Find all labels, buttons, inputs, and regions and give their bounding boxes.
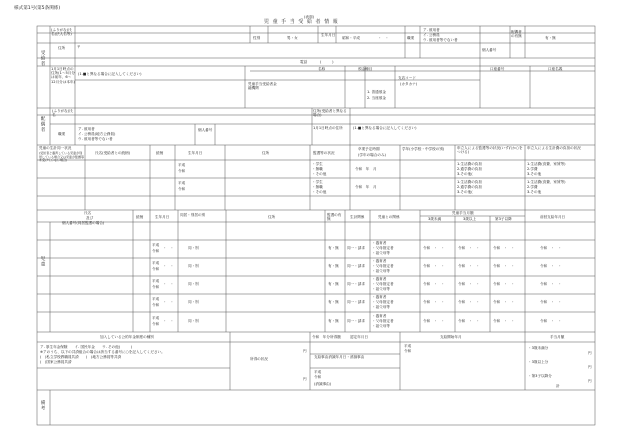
children-number-col: 個人番号(同居監護の場合): [62, 221, 105, 225]
amount-yen-2: 円: [588, 365, 592, 369]
payment-start-era-1[interactable]: 平成: [404, 344, 412, 348]
children-top-grad-sub: (学年の場合のみ): [358, 153, 386, 157]
amount-item-2: ・3歳以上分: [528, 360, 549, 364]
children-top-address-col: 住所: [262, 151, 270, 155]
spouse-section-label: 配偶者: [40, 116, 45, 133]
spouse-occupation-option-1[interactable]: ア. 被用者: [78, 127, 95, 131]
pension-options-1[interactable]: ア. 厚生年金保険 イ. 国民年金 ウ. その他( ): [40, 345, 133, 349]
remarks-label: 備考: [40, 400, 45, 412]
end-yen: 円: [303, 377, 307, 381]
children-birth-col: 生年月日: [155, 215, 170, 219]
children-relation-col: 続柄: [136, 215, 144, 219]
occupation-option-2[interactable]: イ. 公務員: [423, 33, 440, 37]
form-note: (表面): [304, 15, 314, 19]
birth-era[interactable]: 昭和・平成: [342, 36, 360, 40]
children-age-col-2: 3歳以上: [463, 217, 477, 221]
recipient-section-label: 受給者: [40, 50, 45, 67]
phone-label: 電話: [300, 60, 308, 64]
jan1-note: (1.■と異なる場合に記入してください): [78, 72, 142, 76]
pension-options-2: ※アのうち、以下の共済組合の場合は該当する番号に○を記入してください。: [40, 350, 165, 354]
children-name-col: 氏名: [84, 211, 92, 215]
spouse-address-label: 住所(受給者と異なる場合): [313, 109, 347, 118]
children-address-col: 住所: [268, 215, 276, 219]
children-livelihood-col: 生計関係: [350, 215, 365, 219]
sex-label: 性別: [253, 36, 261, 40]
children-living-desc: (受給者と養育している児童が別居している場合又は児童が監護等を受けていない場合): [39, 151, 85, 163]
phone-field[interactable]: ( ): [320, 60, 334, 64]
postal-mark: 〒: [77, 45, 81, 49]
spouse-jan1-label: 1月1日時点の住所: [313, 126, 343, 130]
address-label: 住所: [58, 46, 66, 50]
bank-name-label: 名称: [318, 67, 326, 71]
pension-options-3[interactable]: ( )私立学校教職員共済 ( )地方公務員等共済: [40, 355, 122, 359]
amount-item-3: ・第3子以降分: [528, 374, 552, 378]
end-era-2[interactable]: 令和: [314, 375, 322, 379]
income-yen: 円: [303, 349, 307, 353]
account-holder-label: 口座名義: [548, 67, 563, 71]
end-date-label: 支給事由消滅年月日・消滅事由: [314, 355, 365, 359]
children-top-reason-col: 申立人による監護等の状況(いずれか○をつける): [457, 146, 523, 155]
kana-label: (カタカナ): [400, 82, 418, 86]
deposit-option-2[interactable]: 2. 当座預金: [367, 96, 386, 100]
pension-number-label: 個人番号: [482, 48, 497, 52]
children-allowance-col: 前回支給年月日: [540, 215, 566, 219]
payment-start-label: 支給開始年月: [440, 335, 462, 339]
form-id: 様式第1号(第5条関係): [14, 6, 61, 11]
bank-section-label: 児童手当受給者金融機関: [248, 82, 277, 91]
birth-label: 生年月日: [321, 33, 336, 37]
occupation-option-3[interactable]: ウ. 被用者等でない者: [423, 38, 458, 42]
account-number-label: 口座番号: [490, 67, 505, 71]
spouse-name-label: (ふりがな)氏名: [52, 109, 73, 118]
children-section-label: 児童: [40, 256, 45, 268]
recipient-name-label: (ふりがな)氏名(法人名等): [51, 28, 72, 37]
amount-total-label: 計: [556, 384, 560, 388]
children-top-relation-col: 続柄: [156, 151, 164, 155]
spouse-exist-label: 配偶者の有無: [511, 30, 522, 39]
spouse-number-label: 個人番号: [198, 128, 213, 132]
occupation-option-1[interactable]: ア. 被用者: [423, 28, 440, 32]
pension-options-4[interactable]: ( )国家公務員共済: [40, 360, 72, 364]
children-top-support-col: 学年(小学校・中学校の別): [402, 147, 445, 151]
deposit-option-1[interactable]: 1. 普通預金: [367, 90, 386, 94]
children-top-status-col: 監護等の状況: [313, 151, 335, 155]
sex-options[interactable]: 男・女: [287, 36, 298, 40]
amount-yen-1: 円: [588, 351, 592, 355]
spouse-jan1-note: (1.■と異なる場合に記入してください): [353, 126, 417, 130]
children-kana-col: 及び: [86, 216, 94, 220]
payment-start-era-2[interactable]: 令和: [404, 349, 412, 353]
children-top-name-col: 氏名(受給者との続柄): [95, 151, 131, 155]
deposit-type-label: 預金種目: [358, 67, 373, 71]
children-living-label: 児童の生計同一状況: [39, 146, 72, 150]
certify-date-label: 認定年月日: [350, 335, 368, 339]
birth-date[interactable]: ・ ・: [378, 36, 389, 40]
recipient-name-field[interactable]: [76, 35, 246, 42]
children-age-col-1: 3歳未満: [428, 217, 442, 221]
spouse-occupation-label: 職業: [58, 132, 66, 136]
page-title: 児 童 手 当 受 給 者 情 報: [264, 19, 339, 25]
jan1-address-label: 1月1日時点の住所(1～5月分は前年、6～12月分は本年): [51, 67, 75, 84]
children-top-birth-col: 生年月日: [188, 151, 203, 155]
children-disability-col: 児童との関係: [378, 215, 400, 219]
children-age-header: 児童手当月額: [452, 211, 474, 215]
branch-code-label: 支店コード: [398, 76, 416, 80]
children-top-grad-col: 卒業予定時期: [358, 147, 380, 151]
pension-title: 加入している公的年金制度の種別: [100, 335, 154, 339]
spouse-occupation-option-2[interactable]: イ. 公務員(地方公務員): [78, 132, 116, 136]
end-era-1[interactable]: 平成: [314, 370, 322, 374]
end-reason[interactable]: (消滅事由): [314, 382, 332, 386]
income-year-label: 令和 年分所得額: [312, 335, 341, 339]
remarks-field[interactable]: [51, 391, 594, 424]
amount-yen-3: 円: [588, 379, 592, 383]
spouse-exist-options[interactable]: 有・無: [545, 36, 556, 40]
amount-item-1: ・3歳未満分: [528, 346, 549, 350]
monthly-amount-label: 手当月額: [550, 335, 565, 339]
spouse-occupation-option-3[interactable]: ウ. 被用者等でない者: [78, 137, 113, 141]
children-cohabit-col: 同居・別居の別: [180, 213, 206, 217]
children-age-col-3: 第3子以降: [495, 217, 512, 221]
children-top-sender-col: 申立人による生計費の負担の状況: [527, 146, 581, 150]
income-status-label: 所得の状況: [250, 357, 268, 361]
children-custody-col: 監護の有無: [327, 213, 342, 222]
occupation-label: 職業: [407, 36, 415, 40]
